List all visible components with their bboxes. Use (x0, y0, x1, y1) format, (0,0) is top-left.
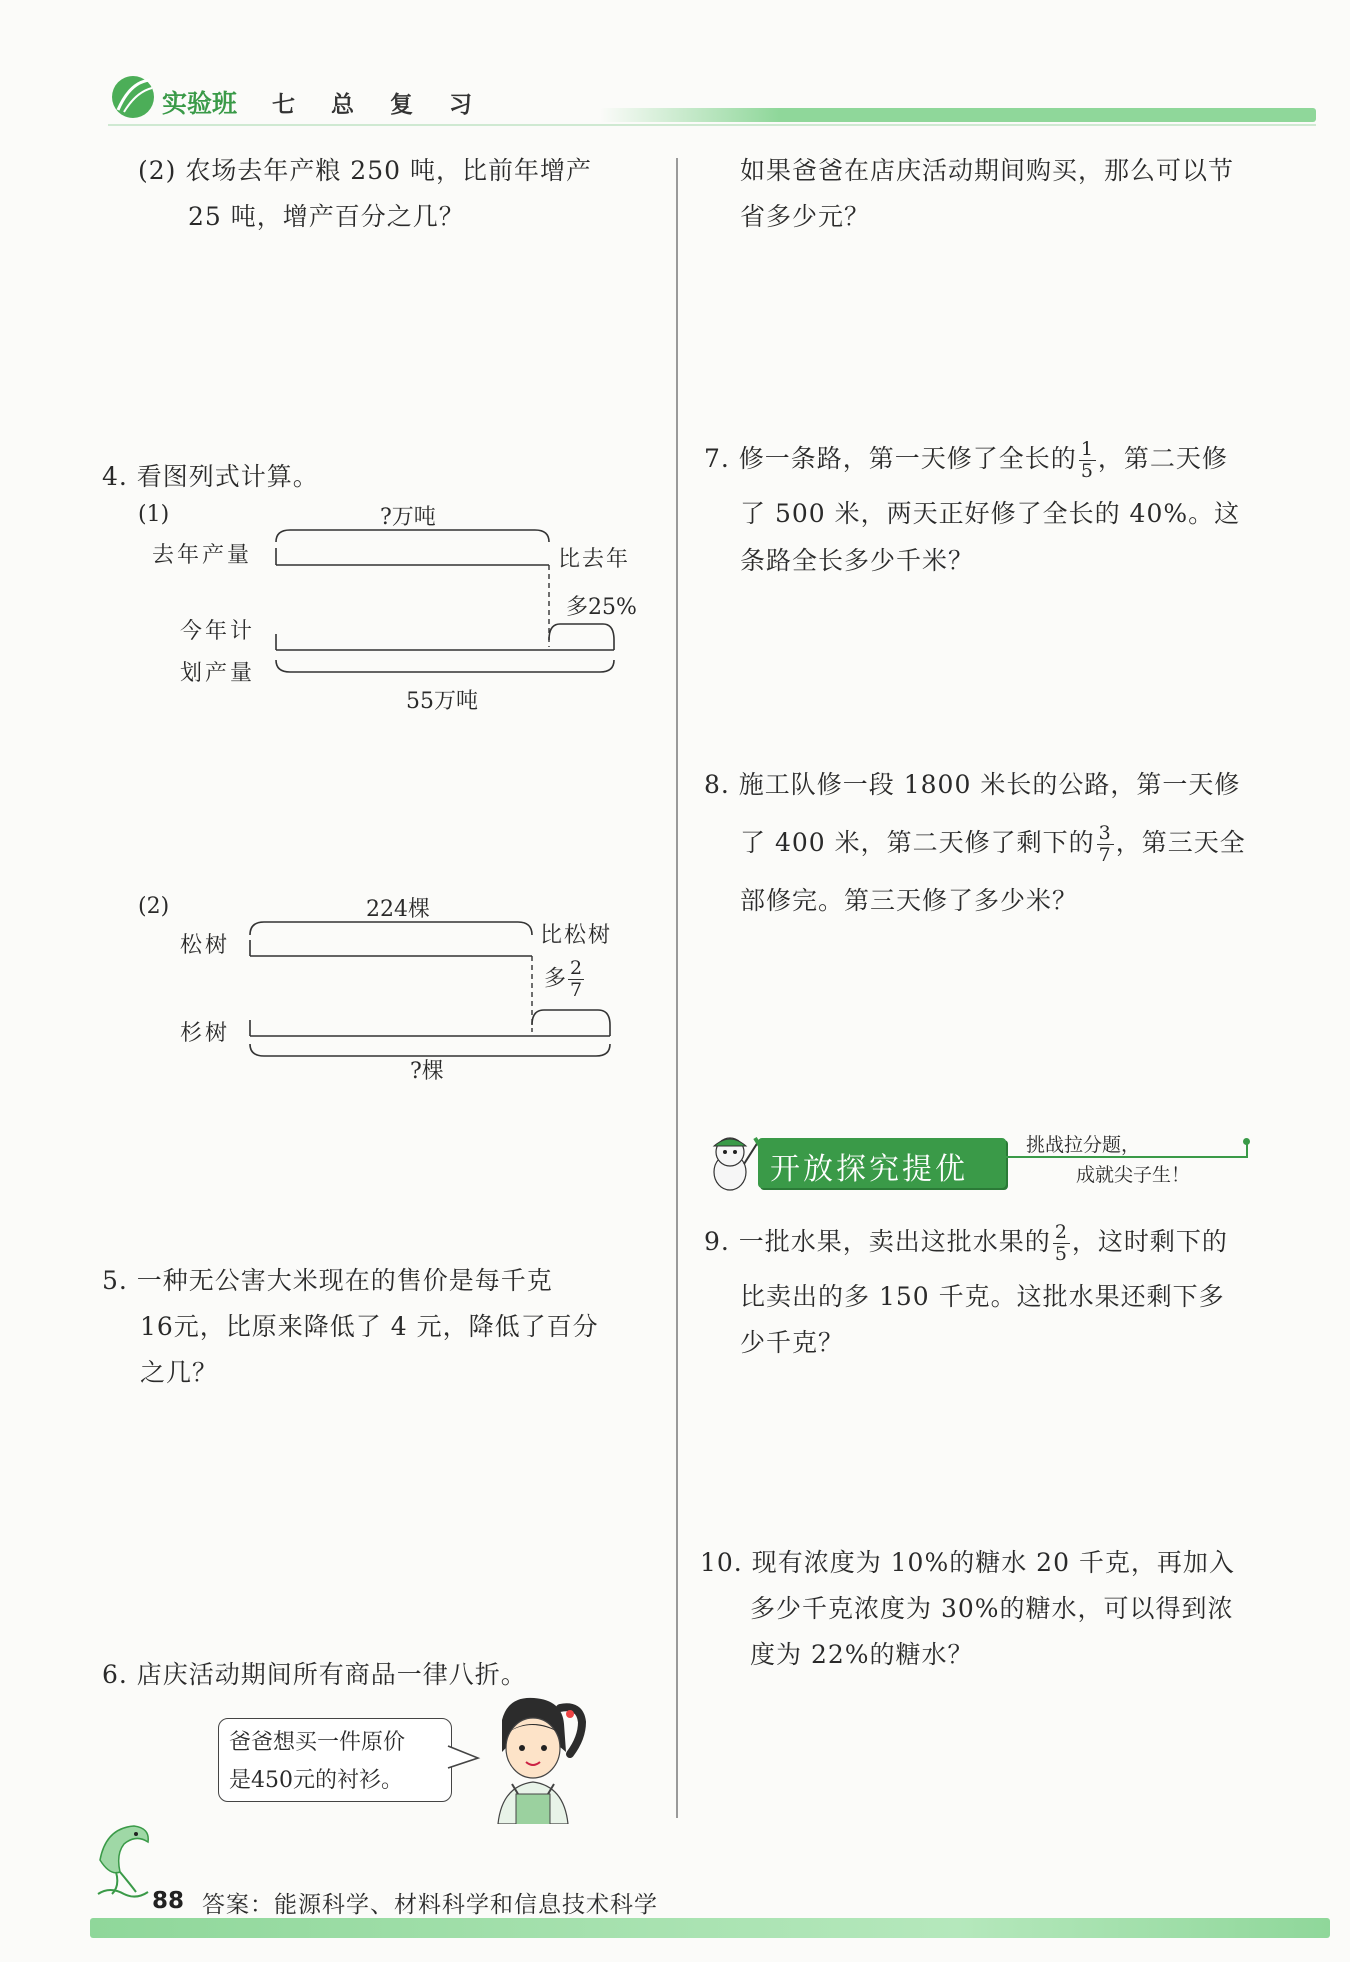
section-title: 七 总 复 习 (272, 92, 487, 118)
question-6-continued-line1: 如果爸爸在店庆活动期间购买，那么可以节 (740, 156, 1235, 185)
diagram-2-number: (2) (138, 894, 170, 919)
question-8-text-b: ，第三天全 (1115, 828, 1246, 857)
banner-underline (1006, 1156, 1248, 1158)
question-10 (700, 1540, 1310, 1678)
speech-bubble-line2: 是450元的衬衫。 (229, 1768, 403, 1793)
question-7-line1 (704, 428, 1304, 490)
page-number: 88 (152, 1888, 185, 1914)
banner-slogan-line2: 成就尖子生！ (1076, 1164, 1191, 1186)
question-9-text-b: ，这时剩下的 (1071, 1227, 1228, 1256)
question-6-continued (740, 148, 1300, 240)
question-8-line3: 部修完。第三天修了多少米？ (740, 886, 1079, 915)
diagram-2-bottom-label: ?棵 (410, 1059, 444, 1084)
question-8-text-a: 了 400 米，第二天修了剩下的 (740, 828, 1095, 857)
question-8-line2 (704, 808, 1304, 878)
question-5-line1: 5. 一种无公害大米现在的售价是每千克 (102, 1266, 553, 1295)
question-8-fraction-numerator: 3 (1098, 822, 1112, 844)
question-5-line3: 之几？ (140, 1358, 219, 1387)
diagram-1-row1-label: 去年产量 (152, 543, 253, 568)
footer (0, 1820, 1350, 1962)
diagram-1-row2-label-b: 划产量 (180, 661, 256, 686)
column-divider (676, 158, 678, 1818)
diagram-2-fraction-denominator: 7 (570, 979, 583, 1001)
question-9-fraction-denominator: 5 (1054, 1243, 1068, 1265)
girl-illustration-icon (478, 1694, 588, 1824)
challenge-banner (700, 1124, 1260, 1196)
question-7-fraction-denominator: 5 (1080, 460, 1094, 482)
speech-bubble (218, 1718, 452, 1802)
question-4-title: 4. 看图列式计算。 (102, 462, 319, 491)
diagram-2-right-label: 比松树 (540, 923, 613, 948)
question-8-line1: 8. 施工队修一段 1800 米长的公路，第一天修 (704, 770, 1241, 799)
diagram-1-row2-label-a: 今年计 (180, 619, 256, 644)
diagram-2-fraction-numerator: 2 (570, 957, 583, 979)
brand-title: 实验班 (162, 89, 238, 118)
question-3-2-line2: 25 吨，增产百分之几？ (188, 202, 465, 231)
question-10-line3: 度为 22%的糖水？ (750, 1640, 974, 1669)
diagram-1-bottom-label: 55万吨 (406, 689, 478, 714)
diagram-2 (0, 0, 676, 1100)
diagram-2-top-label: 224棵 (366, 897, 430, 922)
question-10-line2: 多少千克浓度为 30%的糖水，可以得到浓 (750, 1594, 1234, 1623)
question-7-text-a: 7. 修一条路，第一天修了全长的 (704, 444, 1077, 473)
diagram-2-row2-label: 杉树 (180, 1021, 231, 1046)
question-9-line1 (704, 1210, 1304, 1274)
question-7-fraction-numerator: 1 (1080, 438, 1094, 460)
question-9-fraction (1053, 1222, 1070, 1265)
mascot-icon (700, 1128, 762, 1194)
banner-title: 开放探究提优 (770, 1152, 968, 1187)
question-5-line2: 16元，比原来降低了 4 元，降低了百分 (140, 1312, 599, 1341)
question-8-fraction-denominator: 7 (1098, 844, 1112, 866)
header-stripe (600, 108, 1316, 122)
question-9-line3: 少千克？ (740, 1328, 845, 1357)
question-6-title: 6. 店庆活动期间所有商品一律八折。 (102, 1660, 527, 1689)
question-8-fraction (1097, 823, 1114, 866)
question-6-continued-line2: 省多少元？ (740, 202, 871, 231)
question-10-line1: 10. 现有浓度为 10%的糖水 20 千克，再加入 (700, 1548, 1235, 1577)
question-7-line2: 了 500 米，两天正好修了全长的 40%。这 (740, 499, 1241, 528)
question-9-text-a: 9. 一批水果，卖出这批水果的 (704, 1227, 1051, 1256)
question-7 (704, 428, 1304, 584)
banner-dot (1243, 1138, 1250, 1145)
question-8 (704, 762, 1304, 924)
diagram-1-right-label1: 比去年 (558, 547, 631, 572)
question-7-text-b: ，第二天修 (1097, 444, 1228, 473)
speech-bubble-line1: 爸爸想买一件原价 (229, 1730, 406, 1755)
banner-slogan-line1: 挑战拉分题， (1026, 1134, 1141, 1156)
question-5 (102, 1258, 662, 1396)
answer-text: 答案：能源科学、材料科学和信息技术科学 (202, 1892, 658, 1918)
question-7-fraction (1079, 439, 1096, 482)
question-7-line3: 条路全长多少千米？ (740, 546, 975, 575)
diagram-2-more-text: 多 (544, 966, 567, 992)
diagram-1-top-label: ?万吨 (380, 505, 436, 530)
question-3-2-line1: (2) 农场去年产粮 250 吨，比前年增产 (138, 156, 592, 185)
question-9-fraction-numerator: 2 (1054, 1221, 1068, 1243)
diagram-2-bars (0, 0, 676, 1100)
dolphin-icon (90, 1820, 154, 1900)
diagram-1-number: (1) (138, 502, 170, 527)
footer-stripe (90, 1918, 1330, 1938)
question-9-line2: 比卖出的多 150 千克。这批水果还剩下多 (740, 1282, 1225, 1311)
diagram-1-right-label2: 多25% (566, 595, 637, 620)
diagram-2-row1-label: 松树 (180, 933, 231, 958)
question-9 (704, 1210, 1304, 1366)
